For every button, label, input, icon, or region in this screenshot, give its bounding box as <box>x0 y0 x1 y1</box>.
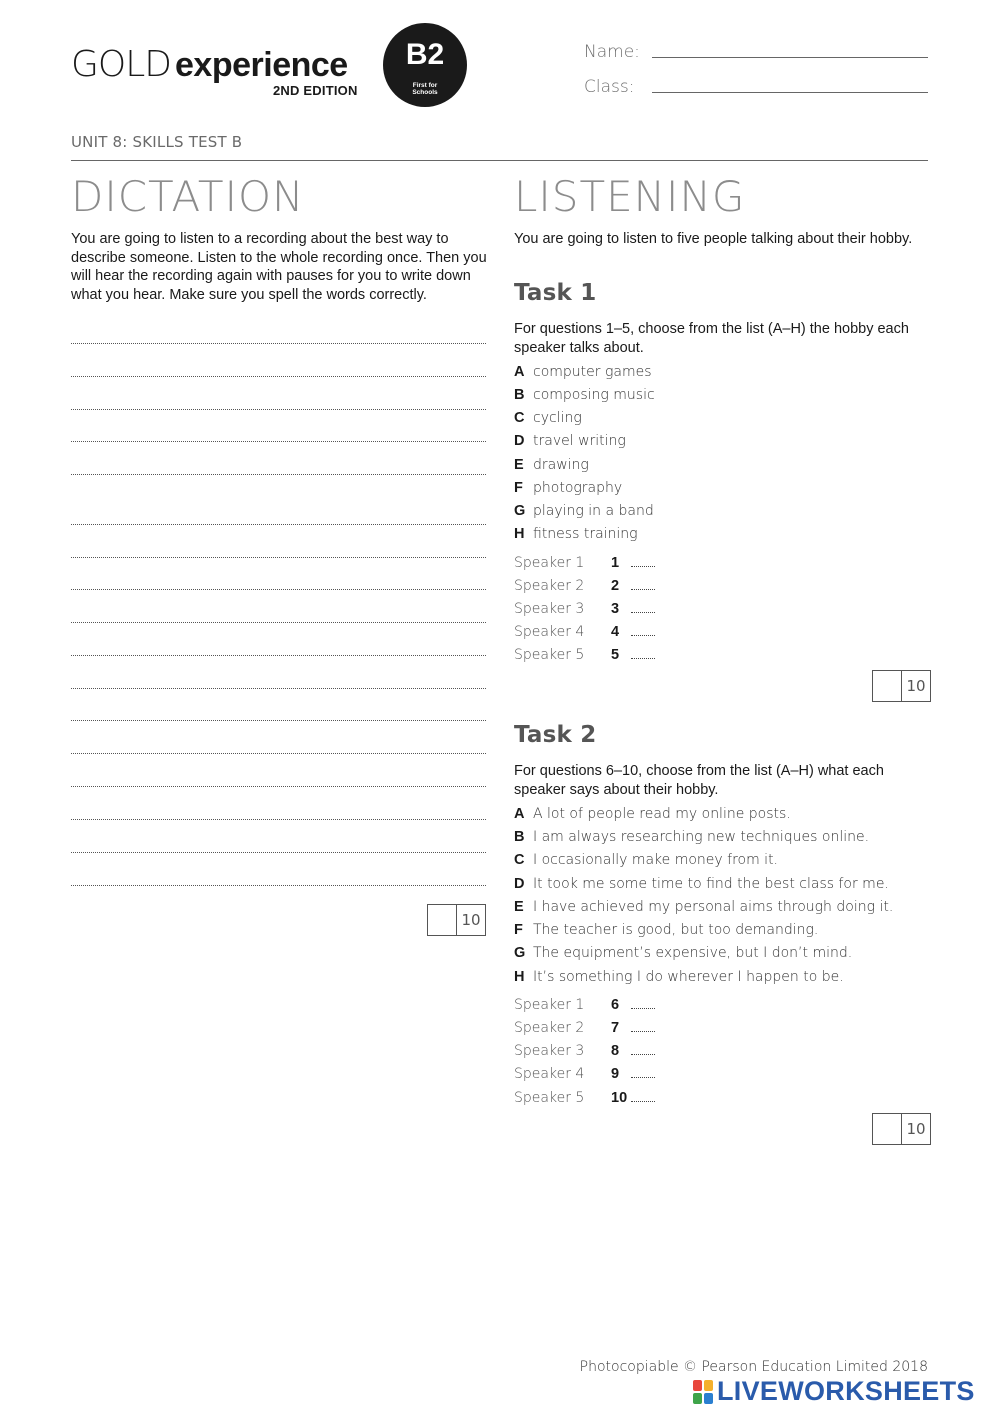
option-letter: B <box>514 387 525 403</box>
option-letter: H <box>514 526 525 542</box>
option-text: I am always researching new techniques online. <box>533 829 870 845</box>
option-letter: D <box>514 876 525 892</box>
task2-speaker-row <box>514 1090 655 1106</box>
task2-option <box>514 945 852 961</box>
score-max: 10 <box>461 911 481 929</box>
speaker-name: Speaker 4 <box>514 624 585 640</box>
question-number: 8 <box>611 1043 620 1059</box>
question-number: 6 <box>611 997 620 1013</box>
dictation-line[interactable] <box>71 557 486 558</box>
task1-title: Task 1 <box>514 280 597 306</box>
copyright-notice: Photocopiable © Pearson Education Limited 2018 <box>579 1359 928 1375</box>
question-number: 5 <box>611 647 620 663</box>
answer-blank[interactable] <box>631 999 655 1009</box>
logo-experience: experience <box>175 46 348 84</box>
task2-option <box>514 852 778 868</box>
option-text: composing music <box>533 387 655 403</box>
dictation-line[interactable] <box>71 753 486 754</box>
option-text: A lot of people read my online posts. <box>533 806 791 822</box>
option-text: I occasionally make money from it. <box>533 852 779 868</box>
speaker-name: Speaker 4 <box>514 1066 585 1082</box>
task1-instructions: For questions 1–5, choose from the list (A–H) the hobby each speaker talks about. <box>514 321 909 356</box>
dictation-line[interactable] <box>71 655 486 656</box>
dictation-line[interactable] <box>71 589 486 590</box>
listening-title: LISTENING <box>514 172 746 221</box>
score-input[interactable] <box>873 1114 902 1144</box>
option-text: photography <box>533 480 623 496</box>
level-badge <box>383 23 467 107</box>
option-text: drawing <box>533 457 589 473</box>
task1-score-box <box>872 670 931 702</box>
task1-option <box>514 364 652 380</box>
option-letter: A <box>514 806 525 822</box>
dictation-line[interactable] <box>71 409 486 410</box>
dictation-line[interactable] <box>71 852 486 853</box>
question-number: 2 <box>611 578 620 594</box>
option-text: playing in a band <box>533 503 654 519</box>
option-text: The equipment’s expensive, but I don’t mind. <box>533 945 853 961</box>
class-field[interactable] <box>652 92 928 93</box>
task1-speaker-row <box>514 578 655 594</box>
option-letter: B <box>514 829 525 845</box>
name-field[interactable] <box>652 57 928 58</box>
task1-speaker-row <box>514 624 655 640</box>
task1-option <box>514 433 626 449</box>
task1-option <box>514 526 638 542</box>
answer-blank[interactable] <box>631 1068 655 1078</box>
task2-title: Task 2 <box>514 722 597 748</box>
task1-option <box>514 480 622 496</box>
option-text: fitness training <box>533 526 638 542</box>
task2-speaker-row <box>514 1043 655 1059</box>
logo-edition: 2ND EDITION <box>273 83 358 98</box>
dictation-line[interactable] <box>71 786 486 787</box>
dictation-title: DICTATION <box>71 172 305 221</box>
listening-intro: You are going to listen to five people talking about their hobby. <box>514 231 913 247</box>
answer-blank[interactable] <box>631 626 655 636</box>
option-letter: D <box>514 433 525 449</box>
task1-option <box>514 410 582 426</box>
dictation-line[interactable] <box>71 524 486 525</box>
score-input[interactable] <box>873 671 902 701</box>
option-letter: F <box>514 922 523 938</box>
answer-blank[interactable] <box>631 580 655 590</box>
liveworksheets-logo[interactable] <box>693 1376 975 1406</box>
task1-speaker-row <box>514 601 655 617</box>
option-text: It took me some time to find the best class for me. <box>533 876 889 892</box>
answer-blank[interactable] <box>631 603 655 613</box>
task2-option <box>514 922 818 938</box>
badge-level: B2 <box>405 38 445 71</box>
dictation-line[interactable] <box>71 441 486 442</box>
logo <box>71 44 348 85</box>
task2-score-box <box>872 1113 931 1145</box>
option-letter: G <box>514 945 526 961</box>
option-text: I have achieved my personal aims through doing it. <box>533 899 894 915</box>
task2-option <box>514 969 844 985</box>
dictation-line[interactable] <box>71 474 486 475</box>
dictation-line[interactable] <box>71 819 486 820</box>
option-text: computer games <box>533 364 652 380</box>
dictation-line[interactable] <box>71 885 486 886</box>
dictation-line[interactable] <box>71 688 486 689</box>
speaker-name: Speaker 2 <box>514 578 585 594</box>
score-input[interactable] <box>428 905 457 935</box>
task2-option <box>514 829 869 845</box>
name-label: Name: <box>584 42 640 62</box>
answer-blank[interactable] <box>631 1092 655 1102</box>
task1-option <box>514 457 589 473</box>
liveworksheets-wordmark: LIVEWORKSHEETS <box>717 1376 975 1406</box>
class-label: Class: <box>584 77 635 97</box>
dictation-line[interactable] <box>71 343 486 344</box>
speaker-name: Speaker 2 <box>514 1020 585 1036</box>
task2-instructions: For questions 6–10, choose from the list (A–H) what each speaker says about their hobby. <box>514 763 884 798</box>
task2-option <box>514 876 889 892</box>
speaker-name: Speaker 5 <box>514 647 585 663</box>
task1-speaker-row <box>514 647 655 663</box>
answer-blank[interactable] <box>631 1022 655 1032</box>
answer-blank[interactable] <box>631 557 655 567</box>
header-divider <box>71 160 928 161</box>
task2-option <box>514 806 791 822</box>
option-text: It’s something I do wherever I happen to be. <box>533 969 844 985</box>
task2-speaker-row <box>514 1066 655 1082</box>
speaker-name: Speaker 1 <box>514 997 585 1013</box>
option-letter: C <box>514 410 525 426</box>
speaker-name: Speaker 3 <box>514 1043 585 1059</box>
option-letter: G <box>514 503 526 519</box>
dictation-instructions: You are going to listen to a recording about the best way to describe someone. Listen to the whole recording once. Then you will hear the recording again with pauses for you to write down what you hear. Make sure you spell the words correctly. <box>71 231 487 303</box>
task1-option <box>514 387 655 403</box>
logo-gold: GOLD <box>71 44 172 85</box>
task2-speaker-row <box>514 997 655 1013</box>
option-letter: E <box>514 899 524 915</box>
speaker-name: Speaker 3 <box>514 601 585 617</box>
dictation-line[interactable] <box>71 720 486 721</box>
task1-speaker-row <box>514 555 655 571</box>
task2-speaker-row <box>514 1020 655 1036</box>
option-letter: E <box>514 457 524 473</box>
dictation-line[interactable] <box>71 622 486 623</box>
option-letter: C <box>514 852 525 868</box>
dictation-line[interactable] <box>71 376 486 377</box>
answer-blank[interactable] <box>631 649 655 659</box>
unit-label: UNIT 8: SKILLS TEST B <box>71 133 243 151</box>
option-letter: A <box>514 364 525 380</box>
question-number: 1 <box>611 555 620 571</box>
option-text: travel writing <box>533 433 626 449</box>
speaker-name: Speaker 5 <box>514 1090 585 1106</box>
question-number: 3 <box>611 601 620 617</box>
score-max: 10 <box>906 677 926 695</box>
answer-blank[interactable] <box>631 1045 655 1055</box>
question-number: 7 <box>611 1020 620 1036</box>
option-text: The teacher is good, but too demanding. <box>533 922 819 938</box>
task1-option <box>514 503 654 519</box>
option-text: cycling <box>533 410 582 426</box>
option-letter: F <box>514 480 523 496</box>
dictation-score-box <box>427 904 486 936</box>
speaker-name: Speaker 1 <box>514 555 585 571</box>
liveworksheets-icon <box>693 1379 715 1405</box>
option-letter: H <box>514 969 525 985</box>
score-max: 10 <box>906 1120 926 1138</box>
task2-option <box>514 899 893 915</box>
question-number: 9 <box>611 1066 620 1082</box>
badge-subtitle: First for Schools <box>412 82 438 97</box>
question-number: 4 <box>611 624 620 640</box>
question-number: 10 <box>611 1090 628 1106</box>
